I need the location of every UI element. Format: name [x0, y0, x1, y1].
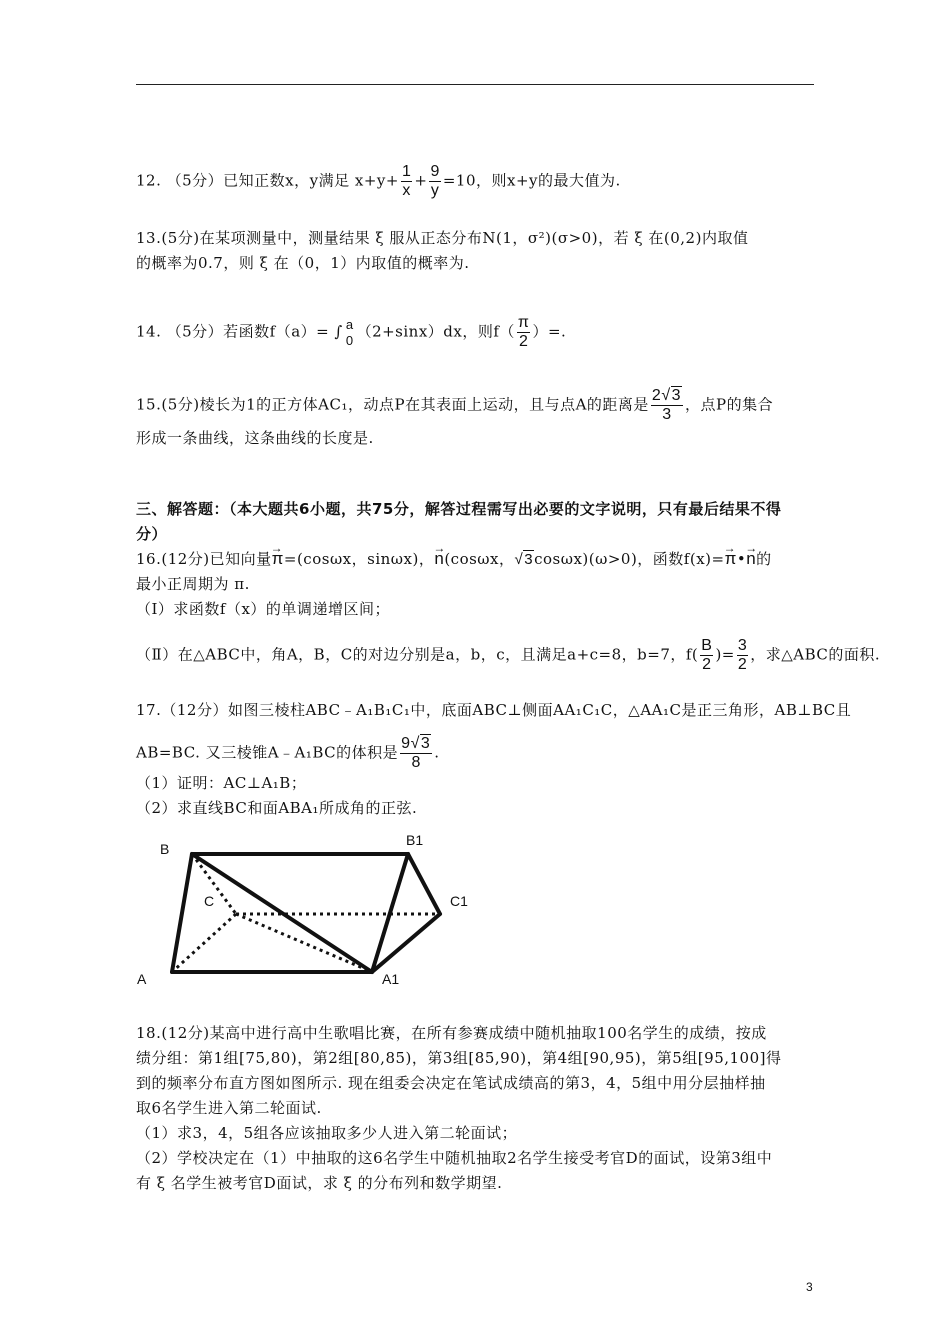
question-18-part-2-cont: 有 ξ 名学生被考官D面试，求 ξ 的分布列和数学期望. — [136, 1174, 503, 1192]
prism-figure — [126, 832, 486, 997]
integral-limits: a 0 — [345, 316, 354, 348]
page-number: 3 — [806, 1280, 813, 1294]
fraction-pi-over-2: $\frac{\pi}{2}$ — [517, 314, 530, 350]
fraction-2root3-over-3: $\frac{2√3}{3}$ — [651, 387, 681, 423]
label-A1: A1 — [382, 971, 400, 987]
question-17-line-2: AB=BC. 又三棱锥A﹣A₁BC的体积是 $\frac{9√3}{8}$ . — [136, 735, 440, 771]
question-16-part-2: （Ⅱ）在△ABC中，角A，B，C的对边分别是a，b，c，且满足a+c=8，b=7，f( $\frac{B}{2}$ )= $\frac{3}{2}$ ，求△ABC的面积. — [136, 637, 881, 673]
question-13-line-1: 13.(5分)在某项测量中，测量结果 ξ 服从正态分布N(1，σ²)(σ>0)，若 ξ 在(0,2)内取值 — [136, 229, 749, 247]
question-17-part-1: （1）证明：AC⊥A₁B； — [136, 774, 307, 792]
question-15-line-1: 15.(5分)棱长为1的正方体AC₁，动点P在其表面上运动，且与点A的距离是 $\frac{2√3}{3}$ ，点P的集合 — [136, 387, 774, 423]
hidden-edge-CA1 — [236, 914, 372, 972]
question-16-line-1: 16.(12分)已知向量→ π=(cosωx，sinωx)，→ n(cosωx，√3cosωx)(ω>0)，函数f(x)=→ π•→ n的 — [136, 549, 772, 570]
question-18-line-3: 到的频率分布直方图如图所示. 现在组委会决定在笔试成绩高的第3，4，5组中用分层抽样抽 — [136, 1074, 766, 1092]
fraction-9-over-y: $\frac{9}{y}$ — [430, 163, 440, 199]
question-18-line-4: 取6名学生进入第二轮面试. — [136, 1099, 322, 1117]
label-B1: B1 — [406, 832, 424, 848]
question-16-line-2: 最小正周期为 π. — [136, 575, 250, 593]
edge-BA — [172, 854, 192, 972]
question-18-part-2: （2）学校决定在（1）中抽取的这6名学生中随机抽取2名学生接受考官D的面试，设第3组中 — [136, 1149, 773, 1167]
label-C1: C1 — [450, 893, 468, 909]
question-18-line-2: 绩分组：第1组[75,80)，第2组[80,85)，第3组[85,90)，第4组[90,95)，第5组[95,100]得 — [136, 1049, 782, 1067]
edge-B1C1 — [408, 854, 440, 914]
label-A: A — [137, 971, 147, 987]
question-14: 14. （5分）若函数f（a）= ∫ a 0 （2+sinx）dx，则f（ $\frac{\pi}{2}$ ）=. — [136, 314, 567, 350]
question-17-line-1: 17.（12分）如图三棱柱ABC﹣A₁B₁C₁中，底面ABC⊥侧面AA₁C₁C，△AA₁C是正三角形，AB⊥BC且 — [136, 701, 852, 719]
vector-m: → π — [272, 549, 284, 569]
fraction-3-over-2: $\frac{3}{2}$ — [737, 637, 748, 673]
section-3-heading: 三、解答题：（本大题共6小题，共75分，解答过程需写出必要的文字说明，只有最后结果不得 — [136, 500, 782, 518]
edge-BA1 — [192, 854, 372, 972]
vector-n: → n — [746, 549, 756, 569]
label-B: B — [160, 841, 170, 857]
question-16-part-1: （Ⅰ）求函数f（x）的单调递增区间； — [136, 600, 390, 618]
section-3-heading-cont: 分） — [136, 525, 168, 543]
label-C: C — [204, 893, 215, 909]
header-rule — [136, 84, 814, 85]
question-13-line-2: 的概率为0.7，则 ξ 在（0，1）内取值的概率为. — [136, 254, 470, 272]
fraction-B-over-2: $\frac{B}{2}$ — [701, 637, 713, 673]
question-18-part-1: （1）求3，4，5组各应该抽取多少人进入第二轮面试； — [136, 1124, 518, 1142]
question-15-line-2: 形成一条曲线，这条曲线的长度是. — [136, 429, 374, 447]
question-12: 12. （5分）已知正数x，y满足 x+y+ $\frac{1}{x}$ + $\frac{9}{y}$ =10，则x+y的最大值为. — [136, 163, 621, 199]
vector-m: → π — [725, 549, 737, 569]
sqrt-3: √3 — [514, 551, 534, 568]
fraction-9root3-over-8: $\frac{9√3}{8}$ — [401, 735, 431, 771]
fraction-1-over-x: $\frac{1}{x}$ — [401, 163, 412, 199]
question-18-line-1: 18.(12分)某高中进行高中生歌唱比赛，在所有参赛成绩中随机抽取100名学生的成绩，按成 — [136, 1024, 767, 1042]
vector-n: → n — [434, 549, 444, 569]
question-17-part-2: （2）求直线BC和面ABA₁所成角的正弦. — [136, 799, 418, 817]
